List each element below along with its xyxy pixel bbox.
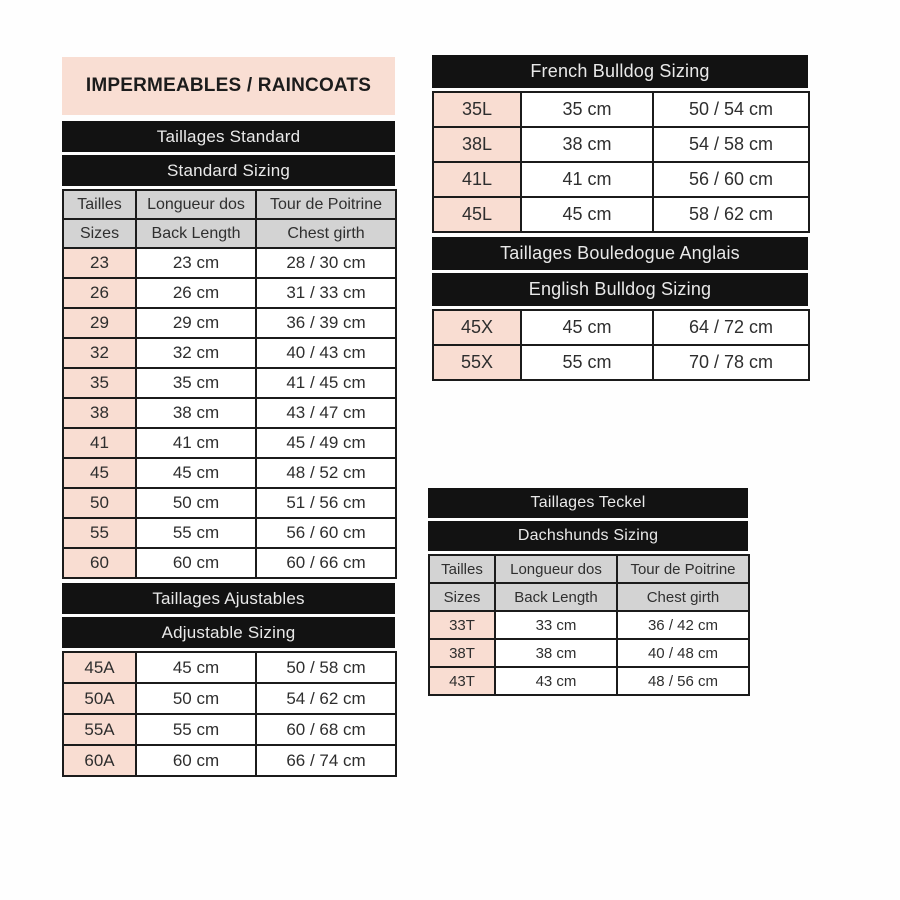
size-cell: 26 <box>63 278 136 308</box>
size-cell: 35 <box>63 368 136 398</box>
standard-band-fr: Taillages Standard <box>62 121 395 152</box>
english-bulldog-table <box>432 309 810 381</box>
table-row <box>429 611 749 639</box>
size-cell: 60A <box>63 745 136 776</box>
table-row <box>63 714 396 745</box>
size-cell: 38 <box>63 398 136 428</box>
chest-girth-cell: 51 / 56 cm <box>256 488 396 518</box>
col-header-tailles: Tailles <box>429 555 495 583</box>
table-row <box>63 518 396 548</box>
size-cell: 55A <box>63 714 136 745</box>
back-length-cell: 38 cm <box>521 127 653 162</box>
back-length-cell: 60 cm <box>136 745 256 776</box>
standard-sizing-table <box>62 189 397 579</box>
chest-girth-cell: 41 / 45 cm <box>256 368 396 398</box>
size-cell: 55X <box>433 345 521 380</box>
col-header-sizes: Sizes <box>429 583 495 611</box>
back-length-cell: 41 cm <box>521 162 653 197</box>
size-cell: 23 <box>63 248 136 278</box>
size-cell: 38T <box>429 639 495 667</box>
back-length-cell: 45 cm <box>521 310 653 345</box>
dachshunds-band-en: Dachshunds Sizing <box>428 521 748 551</box>
chest-girth-cell: 56 / 60 cm <box>653 162 809 197</box>
bulldogs-panel <box>432 55 808 383</box>
col-header-sizes: Sizes <box>63 219 136 248</box>
back-length-cell: 50 cm <box>136 683 256 714</box>
chest-girth-cell: 50 / 58 cm <box>256 652 396 683</box>
chest-girth-cell: 66 / 74 cm <box>256 745 396 776</box>
chest-girth-cell: 56 / 60 cm <box>256 518 396 548</box>
table-row <box>63 248 396 278</box>
chest-girth-cell: 43 / 47 cm <box>256 398 396 428</box>
size-cell: 45X <box>433 310 521 345</box>
adjustable-sizing-table <box>62 651 397 777</box>
chest-girth-cell: 40 / 43 cm <box>256 338 396 368</box>
table-row <box>63 308 396 338</box>
table-row <box>63 683 396 714</box>
size-cell: 43T <box>429 667 495 695</box>
chest-girth-cell: 48 / 52 cm <box>256 458 396 488</box>
col-header-chest-girth: Chest girth <box>617 583 749 611</box>
size-cell: 29 <box>63 308 136 338</box>
column-header-row-en <box>429 583 749 611</box>
col-header-longueur-dos: Longueur dos <box>136 190 256 219</box>
table-row <box>63 398 396 428</box>
teckel-band-fr: Taillages Teckel <box>428 488 748 518</box>
back-length-cell: 23 cm <box>136 248 256 278</box>
col-header-tour-de-poitrine: Tour de Poitrine <box>617 555 749 583</box>
back-length-cell: 38 cm <box>136 398 256 428</box>
size-cell: 41L <box>433 162 521 197</box>
table-row <box>63 488 396 518</box>
back-length-cell: 38 cm <box>495 639 617 667</box>
english-bulldog-band-en: English Bulldog Sizing <box>432 273 808 306</box>
back-length-cell: 35 cm <box>136 368 256 398</box>
col-header-longueur-dos: Longueur dos <box>495 555 617 583</box>
size-cell: 55 <box>63 518 136 548</box>
adjustable-band-en: Adjustable Sizing <box>62 617 395 648</box>
back-length-cell: 32 cm <box>136 338 256 368</box>
table-row <box>429 667 749 695</box>
dachshunds-panel <box>428 488 748 698</box>
chest-girth-cell: 64 / 72 cm <box>653 310 809 345</box>
chest-girth-cell: 70 / 78 cm <box>653 345 809 380</box>
french-bulldog-table <box>432 91 810 233</box>
adjustable-band-fr: Taillages Ajustables <box>62 583 395 614</box>
table-row <box>433 310 809 345</box>
size-cell: 45A <box>63 652 136 683</box>
chest-girth-cell: 31 / 33 cm <box>256 278 396 308</box>
table-row <box>63 428 396 458</box>
back-length-cell: 50 cm <box>136 488 256 518</box>
size-cell: 35L <box>433 92 521 127</box>
size-cell: 38L <box>433 127 521 162</box>
col-header-tour-de-poitrine: Tour de Poitrine <box>256 190 396 219</box>
table-row <box>429 639 749 667</box>
col-header-chest-girth: Chest girth <box>256 219 396 248</box>
back-length-cell: 29 cm <box>136 308 256 338</box>
table-row <box>433 92 809 127</box>
back-length-cell: 43 cm <box>495 667 617 695</box>
size-cell: 60 <box>63 548 136 578</box>
size-cell: 45 <box>63 458 136 488</box>
table-row <box>63 652 396 683</box>
back-length-cell: 33 cm <box>495 611 617 639</box>
dachshunds-sizing-table <box>428 554 750 696</box>
raincoats-title: IMPERMEABLES / RAINCOATS <box>62 57 395 115</box>
back-length-cell: 45 cm <box>136 652 256 683</box>
chest-girth-cell: 60 / 68 cm <box>256 714 396 745</box>
table-row <box>63 278 396 308</box>
size-cell: 45L <box>433 197 521 232</box>
chest-girth-cell: 40 / 48 cm <box>617 639 749 667</box>
back-length-cell: 55 cm <box>136 518 256 548</box>
table-row <box>433 345 809 380</box>
table-row <box>63 458 396 488</box>
chest-girth-cell: 58 / 62 cm <box>653 197 809 232</box>
col-header-tailles: Tailles <box>63 190 136 219</box>
chest-girth-cell: 48 / 56 cm <box>617 667 749 695</box>
back-length-cell: 45 cm <box>521 197 653 232</box>
chest-girth-cell: 60 / 66 cm <box>256 548 396 578</box>
table-row <box>63 368 396 398</box>
table-row <box>63 338 396 368</box>
back-length-cell: 45 cm <box>136 458 256 488</box>
table-row <box>433 197 809 232</box>
raincoats-panel <box>62 57 395 779</box>
column-header-row-fr <box>429 555 749 583</box>
table-row <box>63 548 396 578</box>
chest-girth-cell: 45 / 49 cm <box>256 428 396 458</box>
table-row <box>433 127 809 162</box>
back-length-cell: 55 cm <box>521 345 653 380</box>
back-length-cell: 41 cm <box>136 428 256 458</box>
standard-band-en: Standard Sizing <box>62 155 395 186</box>
size-cell: 41 <box>63 428 136 458</box>
column-header-row-fr <box>63 190 396 219</box>
col-header-back-length: Back Length <box>495 583 617 611</box>
french-bulldog-band: French Bulldog Sizing <box>432 55 808 88</box>
size-cell: 33T <box>429 611 495 639</box>
size-cell: 32 <box>63 338 136 368</box>
back-length-cell: 35 cm <box>521 92 653 127</box>
table-row <box>433 162 809 197</box>
back-length-cell: 26 cm <box>136 278 256 308</box>
back-length-cell: 55 cm <box>136 714 256 745</box>
chest-girth-cell: 54 / 58 cm <box>653 127 809 162</box>
column-header-row-en <box>63 219 396 248</box>
chest-girth-cell: 54 / 62 cm <box>256 683 396 714</box>
chest-girth-cell: 28 / 30 cm <box>256 248 396 278</box>
size-cell: 50 <box>63 488 136 518</box>
chest-girth-cell: 36 / 42 cm <box>617 611 749 639</box>
english-bulldog-band-fr: Taillages Bouledogue Anglais <box>432 237 808 270</box>
chest-girth-cell: 36 / 39 cm <box>256 308 396 338</box>
chest-girth-cell: 50 / 54 cm <box>653 92 809 127</box>
table-row <box>63 745 396 776</box>
size-cell: 50A <box>63 683 136 714</box>
col-header-back-length: Back Length <box>136 219 256 248</box>
back-length-cell: 60 cm <box>136 548 256 578</box>
